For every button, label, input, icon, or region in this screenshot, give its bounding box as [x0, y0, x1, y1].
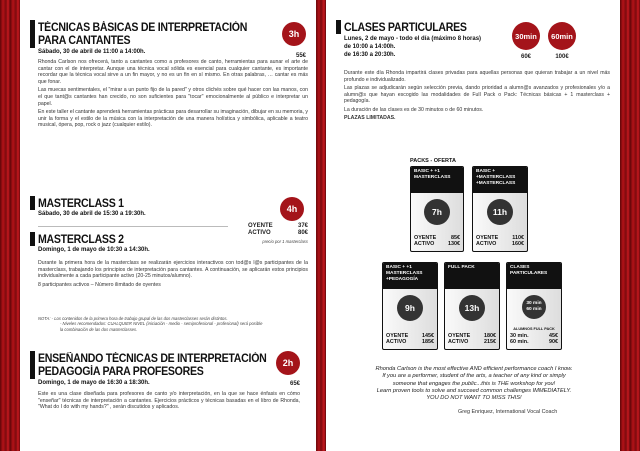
masterclass-oyente-row — [248, 223, 308, 229]
activo-label: ACTIVO — [248, 230, 271, 236]
min60-label: 60 min. — [510, 339, 529, 346]
quote-line-2: If you are a performer, student of the arts, a teacher of any kind or simply — [382, 373, 566, 380]
oyente-label: OYENTE — [448, 332, 471, 339]
activo-price: 185€ — [422, 339, 434, 346]
pack-hours-30: 30 min — [526, 301, 542, 306]
activo-label: ACTIVO — [414, 241, 435, 248]
testimonial-quote — [330, 366, 618, 402]
pack-prices — [414, 235, 460, 248]
clases-title: CLASES PARTICULARES — [344, 22, 467, 34]
oyente-price: 85€ — [451, 234, 460, 241]
oyente-label: OYENTE — [386, 332, 409, 339]
pack-full — [444, 262, 500, 350]
pack-basic-mc-pedagogia — [382, 262, 438, 350]
masterclass-1-date: Sábado, 30 de abril de 15:30 a 19:30h. — [38, 211, 146, 217]
masterclass-2-date: Domingo, 1 de mayo de 10:30 a 14:30h. — [38, 247, 150, 253]
masterclass-description — [38, 260, 308, 288]
masterclass-note-2: - Niveles recomendados: CUALQUIER NIVEL (iniciación - medio - semiprofesional - profesional) será posible — [60, 321, 263, 327]
tecnicas-paragraph-3: En este taller el cantante aprenderá herramientas prácticas para desarrollar su imaginación, dibujar en su memoria, y unir la forma y el estilo de la música con la interpretación de una manera holística y simbólica, aplicable a teatro musical, ópera, pop, rock o jazz (cualquier estilo). — [38, 108, 308, 129]
tecnicas-title-2: PARA CANTANTES — [38, 35, 131, 47]
testimonial-author: Greg Enriquez, International Vocal Coach — [458, 409, 558, 415]
clases-paragraph-4: PLAZAS LIMITADAS. — [344, 114, 396, 121]
pack-hours — [522, 295, 546, 319]
clases-afternoon: de 16:30 a 20:30h. — [344, 52, 396, 58]
masterclass-paragraph-1: Durante la primera hora de la masterclass se realizarán ejercicios interactivos con tod@s l@s participantes de la masterclass, trabajando los principios de interpretación para cantantes. A continuación, se aplicarán estos principios individualmente a cada participante activo (20-25 minutos/alumno). — [38, 260, 308, 280]
quote-line-5: YOU DO NOT WANT TO MISS THIS! — [426, 395, 522, 402]
packs-header: PACKS - OFERTA — [410, 158, 456, 164]
min60-price: 90€ — [549, 339, 558, 346]
min30-price: 45€ — [549, 332, 558, 339]
left-page — [24, 0, 312, 451]
masterclass-paragraph-2: 8 participantes activos – Número ilimitado de oyentes — [38, 281, 161, 288]
pedagogia-title-2: PEDAGOGÍA PARA PROFESORES — [38, 366, 204, 378]
curtain-middle — [316, 0, 326, 451]
section-bar — [30, 196, 35, 210]
clases-day: Lunes, 2 de mayo - todo el día (máximo 8 horas) — [344, 36, 482, 42]
quote-line-1: Rhonda Carlson is the most effective AND efficient performance coach I know. — [375, 366, 573, 372]
masterclass-notes — [38, 316, 308, 332]
section-bar — [30, 351, 35, 379]
clases-30min-badge: 30min — [512, 22, 540, 50]
pack-hours-60: 60 min — [526, 307, 542, 312]
pack-title: BASIC + +1 MASTERCLASS — [411, 167, 463, 193]
clases-description — [344, 70, 610, 121]
clases-paragraph-3: La duración de las clases es de 30 minutos o de 60 minutos. — [344, 106, 484, 113]
activo-label: ACTIVO — [448, 339, 469, 346]
pedagogia-description — [38, 391, 300, 411]
pack-prices — [448, 333, 496, 346]
masterclass-note-1: NOTA: - Los contenidos de la primera hora de trabajo grupal de las dos masterclasses serán distintos. — [38, 316, 228, 321]
oyente-price: 37€ — [297, 223, 308, 229]
activo-price: 80€ — [297, 230, 308, 236]
tecnicas-date: Sábado, 30 de abril de 11:00 a 14:00h. — [38, 49, 146, 55]
oyente-price: 110€ — [512, 234, 524, 241]
tecnicas-description — [38, 59, 308, 129]
oyente-price: 145€ — [422, 332, 434, 339]
clases-30min-price: 60€ — [520, 54, 531, 60]
clases-paragraph-1: Durante este día Rhonda impartirá clases privadas para aquellas personas que quieran trabajar a un nivel más profundo e individualizado. — [344, 70, 610, 83]
pack-hours: 7h — [424, 199, 450, 225]
pack-title: BASIC + +MASTERCLASS +MASTERCLASS — [473, 167, 527, 193]
min30-label: 30 min. — [510, 332, 529, 339]
pack-prices — [386, 333, 434, 346]
pack-note: ALUMNOS FULL PACK — [513, 327, 555, 332]
activo-label: ACTIVO — [476, 241, 497, 248]
pack-basic-1mc — [410, 166, 464, 252]
divider — [38, 226, 228, 227]
activo-label: ACTIVO — [386, 339, 407, 346]
quote-line-3: someone that engages the public...this is THE workshop for you! — [392, 380, 556, 387]
right-page — [330, 0, 618, 451]
oyente-label: OYENTE — [248, 223, 273, 229]
oyente-price: 180€ — [484, 332, 496, 339]
pack-hours: 9h — [397, 295, 423, 321]
pack-basic-2mc — [472, 166, 528, 252]
pedagogia-paragraph-1: Este es una clase diseñada para profesores de canto y/o interpretación, en la que se hace énfasis en cómo "enseñar" técnicas de interpretación a cantantes. Ejercicios prácticos y técnicas basadas en el libro de Rhonda, "What do I do with my hands?" , serán discutidos y aplicados. — [38, 391, 300, 411]
section-bar — [30, 232, 35, 246]
pack-title: FULL PACK — [445, 263, 499, 289]
pedagogia-price: 65€ — [289, 381, 300, 387]
activo-price: 215€ — [484, 339, 496, 346]
pack-hours: 11h — [487, 199, 513, 225]
oyente-label: OYENTE — [414, 234, 437, 241]
curtain-left — [0, 0, 20, 451]
masterclass-price-note: precio por 1 masterclass — [262, 239, 308, 244]
pack-title: BASIC + +1 MASTERCLASS +PEDAGOGÍA — [383, 263, 437, 289]
masterclass-hours-badge: 4h — [280, 197, 304, 221]
oyente-label: OYENTE — [476, 234, 499, 241]
masterclass-2-title: MASTERCLASS 2 — [38, 234, 124, 246]
section-bar — [336, 20, 341, 34]
quote-line-4: Learn proven tools to solve and succeed common challenges IMMEDIATELY. — [376, 387, 572, 394]
activo-price: 160€ — [512, 241, 524, 248]
pack-prices — [510, 326, 558, 346]
section-bar — [30, 20, 35, 48]
clases-60min-badge: 60min — [548, 22, 576, 50]
clases-60min-price: 100€ — [555, 54, 569, 60]
pedagogia-hours-badge: 2h — [276, 351, 300, 375]
pack-clases-particulares — [506, 262, 562, 350]
tecnicas-hours-badge: 3h — [282, 22, 306, 46]
pedagogia-title-1: ENSEÑANDO TÉCNICAS DE INTERPRETACIÓN — [38, 353, 267, 365]
curtain-right — [620, 0, 640, 451]
tecnicas-price: 55€ — [295, 53, 306, 59]
masterclass-activo-row — [248, 230, 308, 236]
masterclass-1-title: MASTERCLASS 1 — [38, 198, 124, 210]
tecnicas-paragraph-1: Rhonda Carlson nos ofrecerá, tanto a cantantes como a profesores de canto, herramientas para aunar el arte de cantar con el de interpretar. Aunque una técnica vocal sólida es esencial para cualquier cantante, es importante recordar que la técnica vocal sirve a un fin mayor, y no es un fin en sí mismo. En otras palabras, … cantar es más que fonar. — [38, 59, 308, 86]
clases-morning: de 10:00 a 14:00h. — [344, 44, 396, 50]
pack-prices — [476, 235, 524, 248]
tecnicas-paragraph-2: Las muecas sentimentales, el "mirar a un punto fijo de la pared" y otros clichés sobre qué hacer con las manos, con el que tant@s cantantes han crecido, no son suficientes para "tocar" emocionalmente al público e interpretar un papel. — [38, 87, 308, 107]
activo-price: 130€ — [448, 241, 460, 248]
pack-title: CLASES PARTICULARES — [507, 263, 561, 289]
masterclass-note-3: la combinación de las dos masterclasses. — [60, 326, 138, 332]
tecnicas-title-1: TÉCNICAS BÁSICAS DE INTERPRETACIÓN — [38, 22, 248, 34]
clases-paragraph-2: Las plazas se adjudicarán según selección previa, dando prioridad a alumn@s avanzados y profesionales y/o a alumn@s que hayan escogido las modalidades de Full Pack o Pack: Técnicas básicas + 1 masterclass + pedagogía. — [344, 84, 610, 105]
pack-hours: 13h — [459, 295, 485, 321]
pedagogia-date: Domingo, 1 de mayo de 16:30 a 18:30h. — [38, 380, 150, 386]
